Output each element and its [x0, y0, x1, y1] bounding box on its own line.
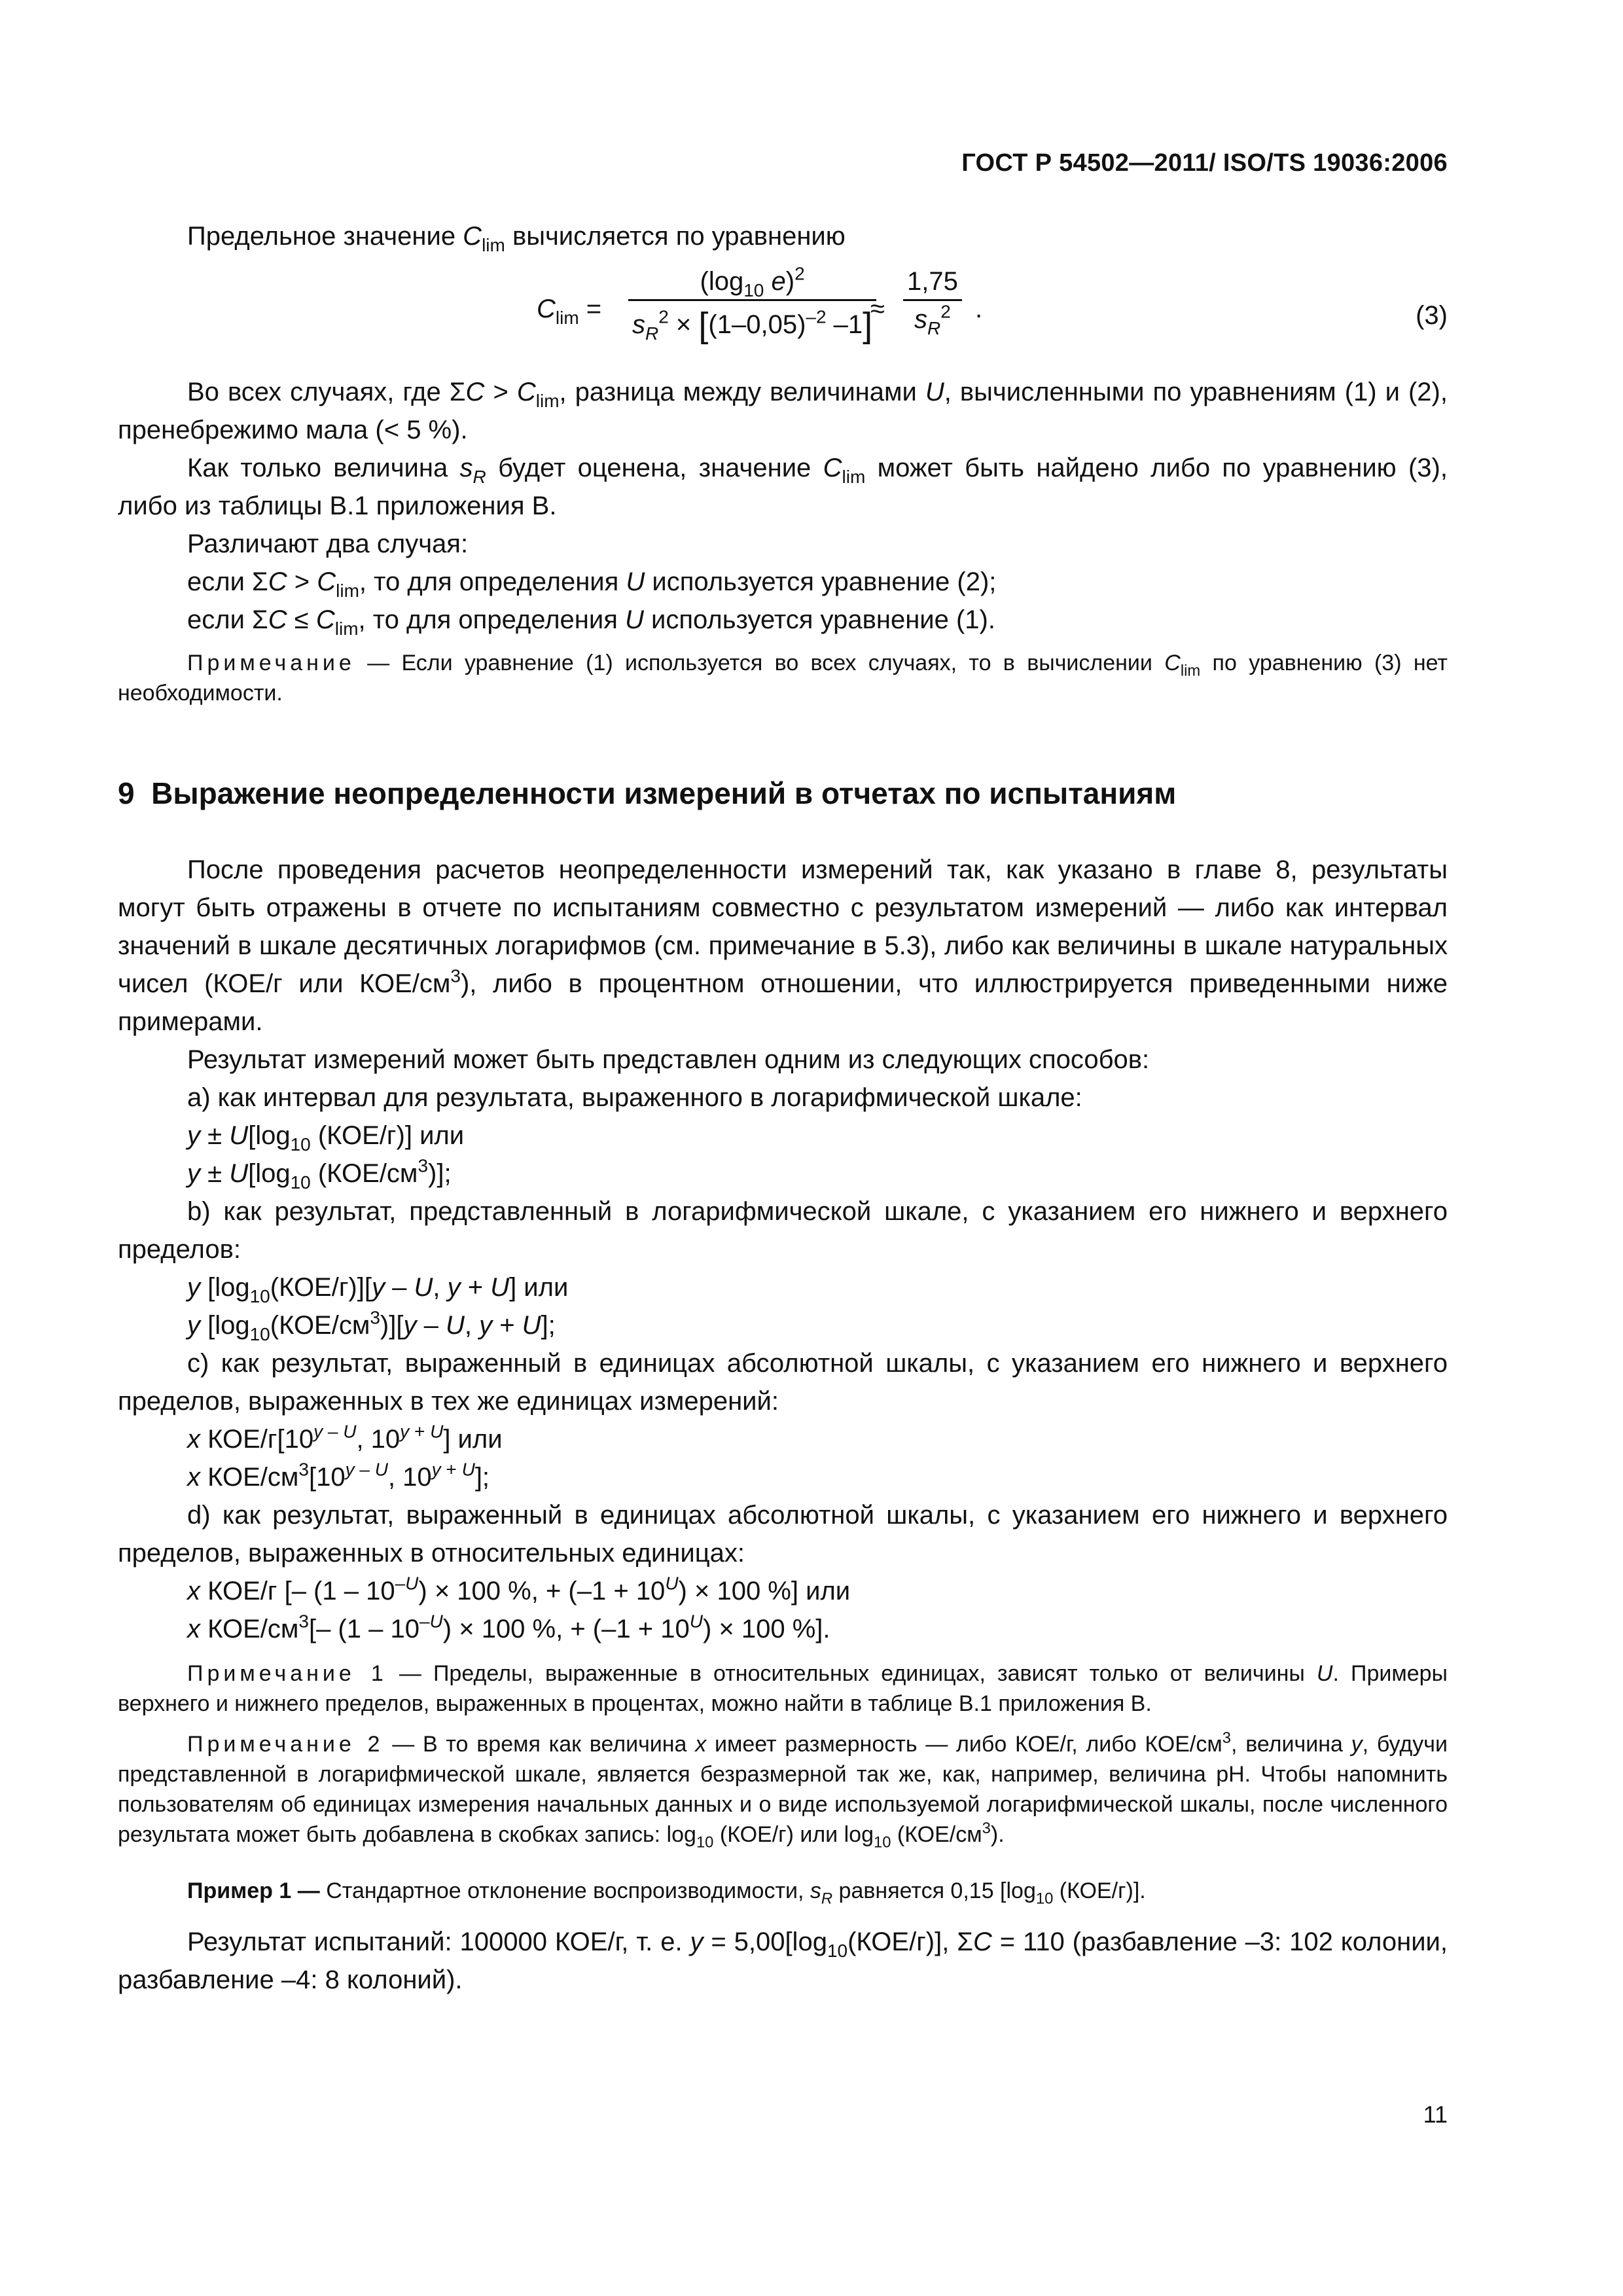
- example-label: Пример 1: [187, 1878, 292, 1903]
- note-1: Примечание 1 — Пределы, выраженные в относительных единицах, зависят только от величины U. Примеры верхнего и нижнего пределов, выраженных в процентах, можно найти в таблице В.1 приложения В.: [118, 1661, 1448, 1716]
- method-a-2: $y \pm U[\log_{10}$ $(КОЕ/см^3)$];: [187, 1155, 452, 1193]
- approx-sign: ≈: [870, 295, 885, 323]
- case-1: если $\Sigma C > C_{lim}$, то для определения U используется уравнение (2);: [187, 567, 997, 601]
- section-title: Выражение неопределенности измерений в отчетах по испытаниям: [151, 776, 1177, 810]
- note-1-label: Примечание 1: [187, 1661, 387, 1686]
- method-d-1: x КОЕ/г [– $(1 - 10^{-U}) \times 100$ %, + $(-1 + 10^U) \times 100$ %] или: [187, 1573, 851, 1605]
- test-result: Результат испытаний: 100000 КОЕ/г, т. е. $y = 5,00[\log_{10}(КОЕ/г)]$, ΣC = 110 (разбавление –3: 102 колонии, разбавление –4: 8 колоний).: [118, 1928, 1448, 1994]
- equation-3: $C_{lim}$ = $\frac{(\log_{10} e)^2}{s_R^2 \times [(1-0,05)^{-2} -1]}$ ≈ $\frac{1,75}{s_R^2}$ . (3): [537, 263, 1448, 345]
- paragraph-3: Различают два случая:: [187, 529, 469, 558]
- method-d: d) как результат, выраженный в единицах абсолютной шкалы, с указанием его нижнего и верхнего пределов, выраженных в относительных единицах:: [118, 1501, 1448, 1568]
- section-heading: [118, 774, 1448, 813]
- section-paragraph-1: После проведения расчетов неопределенности измерений так, как указано в главе 8, результаты могут быть отражены в отчете по испытаниям совместно с результатом измерений — либо как интервал значений в шкале десятичных логарифмов (см. примечание в 5.3), либо как величины в шкале натуральных чисел (КОЕ/г или КОЕ/$см^3$), либо в процентном отношении, что иллюстрируется приведенными ниже примерами.: [118, 855, 1448, 1036]
- note-label: Примечание: [187, 651, 355, 675]
- method-b: b) как результат, представленный в логарифмической шкале, с указанием его нижнего и верхнего пределов:: [118, 1197, 1448, 1264]
- note-2-label: Примечание 2: [187, 1732, 384, 1757]
- page-number: 11: [1423, 2101, 1448, 2128]
- method-d-2: x КОЕ/$см^3[-$ $(1 - 10^{-U}) \times 100$ %, + $(-1 + 10^U) \times 100$ %].: [187, 1611, 830, 1643]
- method-a-1: $y \pm U[\log_{10}$ (КОЕ/г)] или: [187, 1121, 465, 1155]
- method-c-1: x КОЕ/$г[10^{y - U}$, $10^{y + U}$] или: [187, 1421, 503, 1454]
- equation-lhs: $C_{lim}$ =: [537, 295, 602, 328]
- equation-main-fraction: $\frac{(\log_{10} e)^2}{s_R^2 \times [(1-0,05)^{-2} -1]}$: [628, 267, 876, 346]
- note-top: Примечание — Если уравнение (1) используется во всех случаях, то в вычислении $C_{lim}$ по уравнению (3) нет необходимости.: [118, 651, 1448, 706]
- paragraph-1: Во всех случаях, где $\Sigma C > C_{lim}$, разница между величинами U, вычисленными по уравнениям (1) и (2), пренебрежимо мала (< 5 %).: [118, 378, 1448, 444]
- paragraph-2: Как только величина $s_R$ будет оценена, значение $C_{lim}$ может быть найдено либо по уравнению (3), либо из таблицы В.1 приложения В.: [118, 454, 1448, 520]
- section-paragraph-2: Результат измерений может быть представлен одним из следующих способов:: [187, 1045, 1150, 1074]
- equation-number: (3): [1416, 301, 1448, 330]
- example-1: Пример 1 — Стандартное отклонение воспроизводимости, $s_R$ равняется 0,15 [$\log_{10}$ (КОЕ/г)].: [187, 1878, 1146, 1908]
- method-a: a) как интервал для результата, выраженного в логарифмической шкале:: [187, 1083, 1082, 1112]
- section-number: 9: [118, 776, 135, 810]
- method-b-1: y $[\log_{10}(КОЕ/г)][y$ – U, y + U] или: [187, 1273, 569, 1306]
- method-c-2: x КОЕ/$см^3[10^{y - U}$, $10^{y + U}$];: [187, 1459, 490, 1492]
- equation-approx-fraction: $\frac{1,75}{s_R^2}$: [903, 267, 962, 334]
- note-2: Примечание 2 — В то время как величина x имеет размерность — либо КОЕ/г, либо КОЕ/$см^3$, величина y, будучи представленной в логарифмической шкале, является безразмерной так же, как, например, величина pH. Чтобы напомнить пользователям об единицах измерения начальных данных и о виде используемой логарифмической шкалы, после численного результата может быть добавлена в скобках запись: $\log_{10} (КОЕ/г)$ или $\log_{10} (КОЕ/см^3)$.: [118, 1729, 1448, 1852]
- intro-line: Предельное значение $C_{lim}$ вычисляется по уравнению: [187, 222, 846, 255]
- page-content: [118, 223, 1448, 1999]
- standard-code-header: ГОСТ Р 54502—2011/ ISO/TS 19036:2006: [961, 149, 1448, 177]
- method-b-2: y $[\log_{10}(КОЕ/см^3)][y$ – U, y + U];: [187, 1307, 556, 1344]
- case-2: если $\Sigma C \le C_{lim}$, то для определения U используется уравнение (1).: [187, 605, 995, 639]
- method-c: c) как результат, выраженный в единицах абсолютной шкалы, с указанием его нижнего и верхнего пределов, выраженных в тех же единицах измерений:: [118, 1349, 1448, 1416]
